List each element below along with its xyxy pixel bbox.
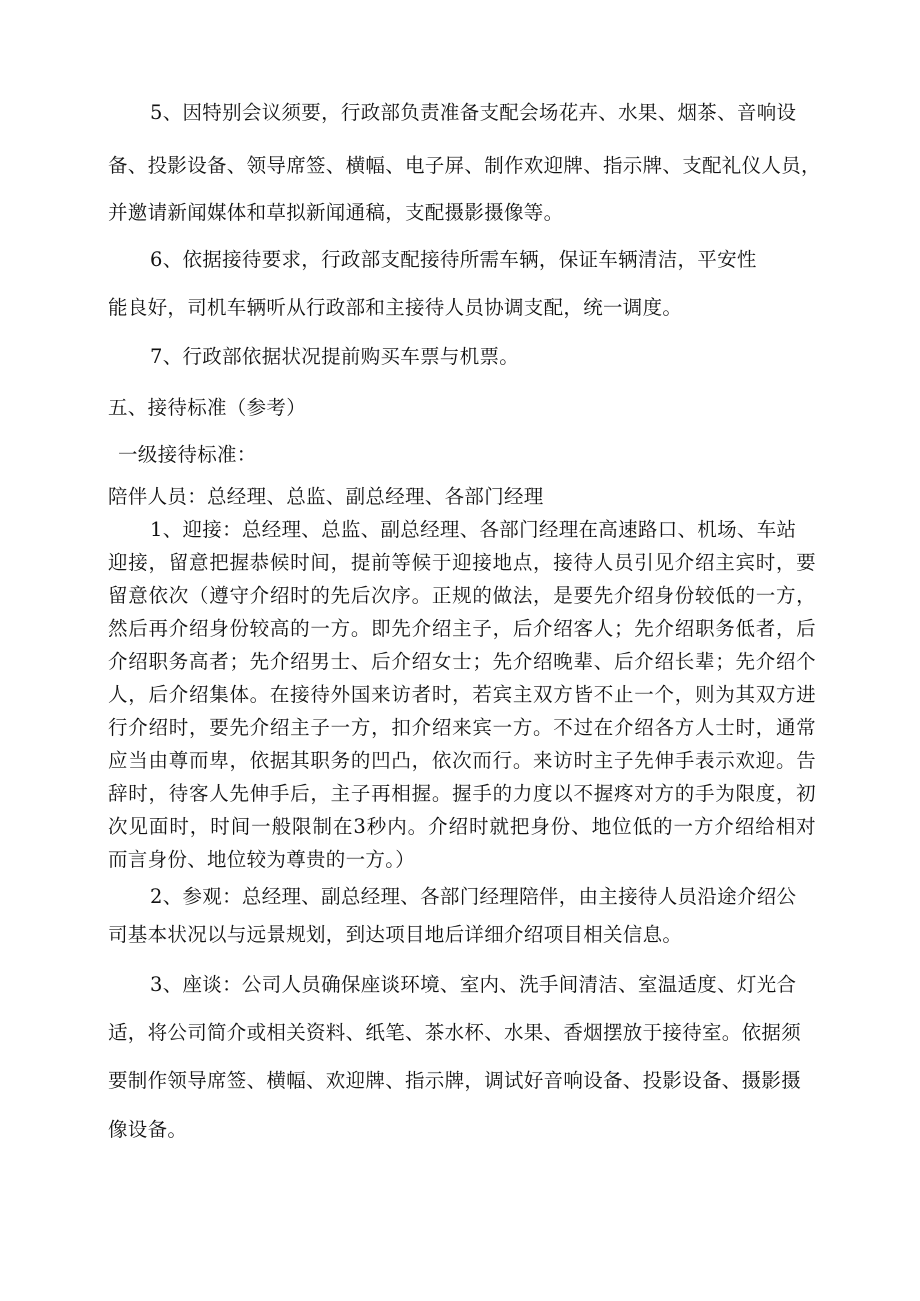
greet-line-8: 应当由尊而卑，依据其职务的凹凸，依次而行。来访时主子先伸手表示欢迎。告 bbox=[108, 749, 816, 772]
meeting-line-2: 适，将公司简介或相关资料、纸笔、茶水杯、水果、香烟摆放于接待室。依据须 bbox=[108, 1021, 802, 1044]
greet-line-7: 行介绍时，要先介绍主子一方，扣介绍来宾一方。不过在介绍各方人士时，通常 bbox=[108, 716, 816, 739]
level-heading: 一级接待标准： bbox=[118, 443, 257, 466]
para-7-line-1: 7、行政部依据状况提前购买车票与机票。 bbox=[150, 345, 520, 368]
para-6-line-1: 6、依据接待要求，行政部支配接待所需车辆，保证车辆清洁，平安性 bbox=[150, 248, 757, 271]
para-5-line-3: 并邀请新闻媒体和草拟新闻通稿，支配摄影摄像等。 bbox=[108, 201, 564, 224]
greet-line-11: 而言身份、地位较为尊贵的一方。） bbox=[108, 848, 416, 871]
companion-line: 陪伴人员：总经理、总监、副总经理、各部门经理 bbox=[108, 485, 544, 508]
greet-line-4: 然后再介绍身份较高的一方。即先介绍主子，后介绍客人；先介绍职务低者，后 bbox=[108, 617, 816, 640]
greet-line-3: 留意依次（遵守介绍时的先后次序。正规的做法，是要先介绍身份较低的一方， bbox=[108, 584, 816, 607]
para-6-line-2: 能良好，司机车辆听从行政部和主接待人员协调支配，统一调度。 bbox=[108, 296, 683, 319]
visit-line-2: 司基本状况以与远景规划，到达项目地后详细介绍项目相关信息。 bbox=[108, 923, 683, 946]
meeting-line-3: 要制作领导席签、横幅、欢迎牌、指示牌，调试好音响设备、投影设备、摄影摄 bbox=[108, 1069, 802, 1092]
greet-line-10: 次见面时，时间一般限制在3秒内。介绍时就把身份、地位低的一方介绍给相对 bbox=[108, 815, 816, 838]
greet-line-2: 迎接，留意把握恭候时间，提前等候于迎接地点，接待人员引见介绍主宾时，要 bbox=[108, 551, 816, 574]
greet-line-6: 人，后介绍集体。在接待外国来访者时，若宾主双方皆不止一个，则为其双方进 bbox=[108, 683, 816, 706]
para-5-line-2: 备、投影设备、领导席签、横幅、电子屏、制作欢迎牌、指示牌、支配礼仪人员， bbox=[108, 154, 821, 177]
visit-line-1: 2、参观：总经理、副总经理、各部门经理陪伴，由主接待人员沿途介绍公 bbox=[150, 885, 797, 908]
meeting-line-4: 像设备。 bbox=[108, 1118, 188, 1141]
para-5-line-1: 5、因特别会议须要，行政部负责准备支配会场花卉、水果、烟茶、音响设 bbox=[150, 101, 797, 124]
section-heading: 五、接待标准（参考） bbox=[108, 396, 307, 419]
greet-line-5: 介绍职务高者；先介绍男士、后介绍女士；先介绍晚辈、后介绍长辈；先介绍个 bbox=[108, 650, 816, 673]
meeting-line-1: 3、座谈：公司人员确保座谈环境、室内、洗手间清洁、室温适度、灯光合 bbox=[150, 973, 797, 996]
greet-line-1: 1、迎接：总经理、总监、副总经理、各部门经理在高速路口、机场、车站 bbox=[150, 518, 797, 541]
greet-line-9: 辞时，待客人先伸手后，主子再相握。握手的力度以不握疼对方的手为限度，初 bbox=[108, 782, 816, 805]
